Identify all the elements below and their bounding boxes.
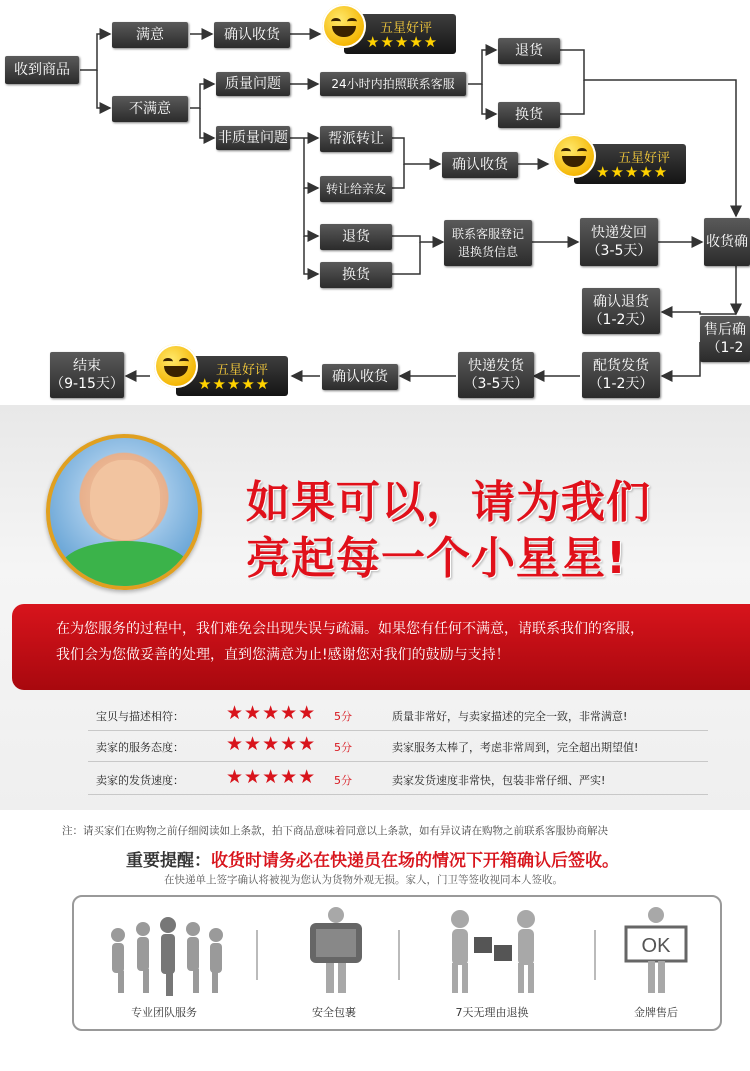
rating-score: 5分 — [334, 710, 352, 723]
node-ship-config: 配货发货 （1-2天） — [582, 352, 660, 398]
rating-score: 5分 — [334, 741, 352, 754]
divider — [256, 930, 258, 980]
node-confirm-return: 确认退货 （1-2天） — [582, 288, 660, 334]
divider — [594, 930, 596, 980]
return-policy-flowchart — [0, 0, 750, 405]
node-express-ship: 快递发货 （3-5天） — [458, 352, 534, 398]
node-quality-issue: 质量问题 — [216, 72, 290, 96]
service-label: 安全包裹 — [312, 1006, 356, 1019]
node-contact-24h: 24小时内拍照联系客服 — [320, 72, 466, 96]
message-line-2: 我们会为您做妥善的处理，直到您满意为止!感谢您对我们的鼓励与支持！ — [56, 647, 510, 663]
service-label: 7天无理由退换 — [455, 1006, 529, 1019]
node-unsatisfied: 不满意 — [112, 96, 188, 122]
apology-message — [12, 604, 750, 690]
package-icon — [296, 905, 376, 1000]
rating-stars: ★★★★★ — [226, 702, 317, 724]
badge-title: 五星好评 — [380, 21, 433, 36]
node-return-2: 退货 — [320, 224, 392, 250]
service-label: 金牌售后 — [634, 1006, 678, 1019]
rating-desc: 卖家发货速度非常快，包装非常仔细、严实! — [392, 774, 606, 787]
node-transfer: 转让给亲友 — [320, 176, 392, 202]
node-satisfied: 满意 — [112, 22, 188, 48]
purchase-note: 注：请买家们在购物之前仔细阅读如上条款，拍下商品意味着同意以上条款，如有异议请在购物之前联系客服协商解决 — [62, 825, 608, 837]
smiley-icon — [154, 344, 198, 388]
flowchart-connectors — [0, 0, 750, 405]
rating-desc: 质量非常好，与卖家描述的完全一致，非常满意! — [392, 710, 628, 723]
rating-label: 卖家的发货速度： — [96, 774, 184, 787]
node-exchange-2: 换货 — [320, 262, 392, 288]
important-prefix: 重要提醒： — [126, 851, 211, 871]
signing-note: 在快递单上签字确认将被视为您认为货物外观无损。家人，门卫等签收视同本人签收。 — [164, 874, 563, 886]
svg-text:OK: OK — [641, 935, 671, 957]
smiley-icon — [322, 4, 366, 48]
rating-label: 宝贝与描述相符： — [96, 710, 184, 723]
badge-title: 五星好评 — [216, 363, 269, 378]
node-express-back: 快递发回 （3-5天） — [580, 218, 658, 266]
node-receive: 收到商品 — [5, 56, 79, 84]
node-after-sale: 售后确 （1-2 — [700, 316, 750, 362]
rating-row — [88, 731, 708, 762]
baby-photo — [46, 434, 202, 590]
important-notice — [126, 846, 619, 871]
node-return-1: 退货 — [498, 38, 560, 64]
rating-row — [88, 764, 708, 795]
node-exchange-1: 换货 — [498, 102, 560, 128]
badge-stars: ★★★★★ — [366, 33, 439, 51]
exchange-icon — [438, 905, 548, 1000]
rating-label: 卖家的服务态度： — [96, 741, 184, 754]
node-register-info: 联系客服登记 退换货信息 — [444, 220, 532, 266]
service-label: 专业团队服务 — [131, 1006, 197, 1019]
node-confirm-receipt-3: 确认收货 — [322, 364, 398, 390]
badge-stars: ★★★★★ — [198, 375, 271, 393]
badge-title: 五星好评 — [618, 151, 671, 166]
rating-desc: 卖家服务太棒了，考虑非常周到，完全超出期望值! — [392, 741, 639, 754]
important-text: 收货时请务必在快递员在场的情况下开箱确认后签收。 — [211, 851, 619, 871]
node-end: 结束 （9-15天） — [50, 352, 124, 398]
rating-row — [88, 700, 708, 731]
team-icon — [98, 905, 228, 1000]
message-line-1: 在为您服务的过程中，我们难免会出现失误与疏漏。如果您有任何不满意，请联系我们的客服， — [56, 621, 644, 637]
headline-line-2: 亮起每一个小星星! — [246, 533, 628, 584]
rating-stars: ★★★★★ — [226, 766, 317, 788]
node-confirm-receipt-2: 确认收货 — [442, 152, 518, 178]
node-non-quality-issue: 非质量问题 — [216, 126, 290, 150]
rating-stars: ★★★★★ — [226, 733, 317, 755]
node-receive-goods: 收货确 — [704, 218, 750, 266]
headline-line-1: 如果可以，请为我们 — [246, 477, 651, 528]
badge-stars: ★★★★★ — [596, 163, 669, 181]
rating-score: 5分 — [334, 774, 352, 787]
node-confirm-receipt-1: 确认收货 — [214, 22, 290, 48]
node-assign: 帮派转让 — [320, 126, 392, 152]
ok-sign-icon — [616, 905, 696, 1000]
divider — [398, 930, 400, 980]
smiley-icon — [552, 134, 596, 178]
